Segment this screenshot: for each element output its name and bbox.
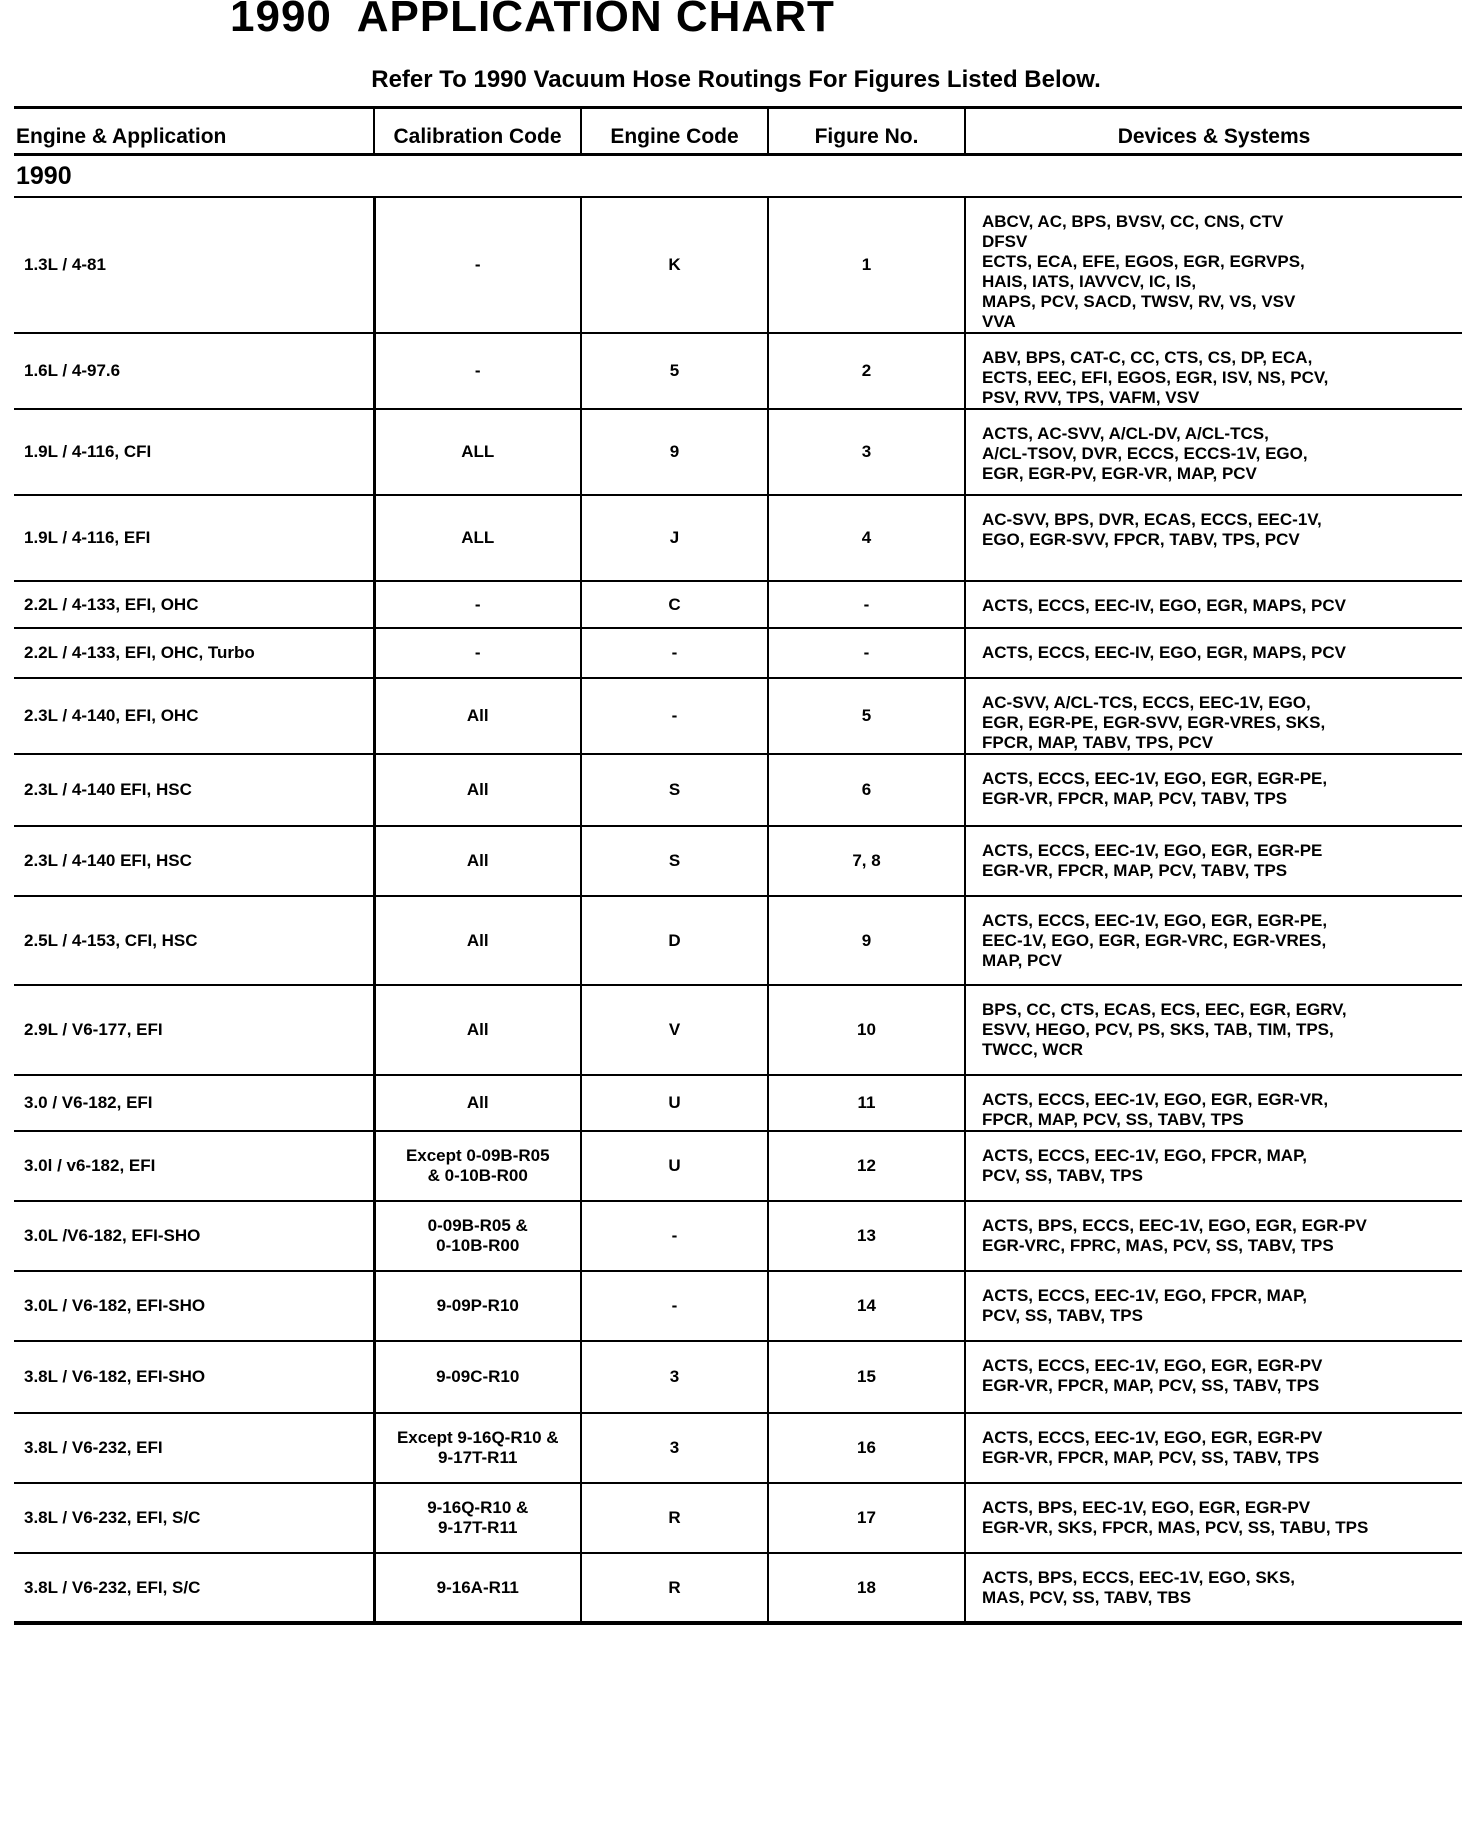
devices-systems-cell: ACTS, BPS, EEC-1V, EGO, EGR, EGR-PV EGR-VR, SKS, FPCR, MAS, PCV, SS, TABU, TPS — [965, 1483, 1462, 1553]
calibration-code-cell: 9-16Q-R10 & 9-17T-R11 — [374, 1483, 581, 1553]
engine-code-cell: R — [581, 1483, 768, 1553]
calibration-code-cell: All — [374, 678, 581, 754]
table-row — [14, 1553, 1462, 1623]
table-row — [14, 333, 1462, 409]
engine-application-cell: 2.3L / 4-140 EFI, HSC — [14, 754, 374, 826]
engine-application-cell: 3.8L / V6-232, EFI, S/C — [14, 1553, 374, 1623]
engine-application-cell: 3.0L /V6-182, EFI-SHO — [14, 1201, 374, 1271]
engine-code-cell: U — [581, 1131, 768, 1201]
devices-systems-cell: ACTS, BPS, ECCS, EEC-1V, EGO, EGR, EGR-PV EGR-VRC, FPRC, MAS, PCV, SS, TABV, TPS — [965, 1201, 1462, 1271]
devices-systems-cell: ABV, BPS, CAT-C, CC, CTS, CS, DP, ECA, ECTS, EEC, EFI, EGOS, EGR, ISV, NS, PCV, PSV, RVV, TPS, VAFM, VSV — [965, 333, 1462, 409]
table-row — [14, 678, 1462, 754]
calibration-code-cell: All — [374, 985, 581, 1075]
devices-systems-cell: ACTS, ECCS, EEC-1V, EGO, EGR, EGR-PE, EEC-1V, EGO, EGR, EGR-VRC, EGR-VRES, MAP, PCV — [965, 896, 1462, 985]
calibration-code-cell: ALL — [374, 409, 581, 495]
table-row — [14, 826, 1462, 896]
devices-systems-cell: ACTS, ECCS, EEC-1V, EGO, FPCR, MAP, PCV, SS, TABV, TPS — [965, 1131, 1462, 1201]
figure-number-cell: 12 — [768, 1131, 965, 1201]
figure-number-cell: 9 — [768, 896, 965, 985]
devices-systems-cell: ACTS, ECCS, EEC-1V, EGO, EGR, EGR-PE, EGR-VR, FPCR, MAP, PCV, TABV, TPS — [965, 754, 1462, 826]
figure-number-cell: 6 — [768, 754, 965, 826]
figure-number-cell: 11 — [768, 1075, 965, 1131]
table-row — [14, 197, 1462, 333]
figure-number-cell: - — [768, 628, 965, 678]
header-row — [14, 108, 1462, 155]
engine-code-cell: 5 — [581, 333, 768, 409]
engine-application-cell: 2.2L / 4-133, EFI, OHC, Turbo — [14, 628, 374, 678]
table-row — [14, 409, 1462, 495]
column-header-devices: Devices & Systems — [965, 108, 1462, 155]
engine-code-cell: K — [581, 197, 768, 333]
devices-systems-cell: AC-SVV, A/CL-TCS, ECCS, EEC-1V, EGO, EGR, EGR-PE, EGR-SVV, EGR-VRES, SKS, FPCR, MAP, TABV, TPS, PCV — [965, 678, 1462, 754]
calibration-code-cell: Except 9-16Q-R10 & 9-17T-R11 — [374, 1413, 581, 1483]
devices-systems-cell: BPS, CC, CTS, ECAS, ECS, EEC, EGR, EGRV, ESVV, HEGO, PCV, PS, SKS, TAB, TIM, TPS, TWCC, WCR — [965, 985, 1462, 1075]
devices-systems-cell: ACTS, AC-SVV, A/CL-DV, A/CL-TCS, A/CL-TSOV, DVR, ECCS, ECCS-1V, EGO, EGR, EGR-PV, EGR-VR, MAP, PCV — [965, 409, 1462, 495]
table-row — [14, 1483, 1462, 1553]
calibration-code-cell: ALL — [374, 495, 581, 581]
table-row — [14, 896, 1462, 985]
engine-application-cell: 3.0L / V6-182, EFI-SHO — [14, 1271, 374, 1341]
devices-systems-cell: ACTS, ECCS, EEC-1V, EGO, EGR, EGR-VR, FPCR, MAP, PCV, SS, TABV, TPS — [965, 1075, 1462, 1131]
engine-application-cell: 1.6L / 4-97.6 — [14, 333, 374, 409]
devices-systems-cell: ACTS, ECCS, EEC-1V, EGO, FPCR, MAP, PCV, SS, TABV, TPS — [965, 1271, 1462, 1341]
engine-code-cell: J — [581, 495, 768, 581]
page-subtitle: Refer To 1990 Vacuum Hose Routings For Figures Listed Below. — [371, 66, 1101, 93]
devices-systems-cell: AC-SVV, BPS, DVR, ECAS, ECCS, EEC-1V, EGO, EGR-SVV, FPCR, TABV, TPS, PCV — [965, 495, 1462, 581]
figure-number-cell: 1 — [768, 197, 965, 333]
figure-number-cell: - — [768, 581, 965, 628]
calibration-code-cell: All — [374, 896, 581, 985]
calibration-code-cell: 9-09C-R10 — [374, 1341, 581, 1413]
figure-number-cell: 5 — [768, 678, 965, 754]
engine-application-cell: 3.0l / v6-182, EFI — [14, 1131, 374, 1201]
engine-application-cell: 2.3L / 4-140, EFI, OHC — [14, 678, 374, 754]
engine-code-cell: R — [581, 1553, 768, 1623]
column-header-engine-code: Engine Code — [581, 108, 768, 155]
engine-code-cell: 9 — [581, 409, 768, 495]
engine-application-cell: 2.9L / V6-177, EFI — [14, 985, 374, 1075]
engine-code-cell: V — [581, 985, 768, 1075]
engine-code-cell: S — [581, 826, 768, 896]
engine-application-cell: 2.3L / 4-140 EFI, HSC — [14, 826, 374, 896]
engine-code-cell: 3 — [581, 1341, 768, 1413]
engine-code-cell: - — [581, 1201, 768, 1271]
table-row — [14, 1201, 1462, 1271]
engine-code-cell: U — [581, 1075, 768, 1131]
engine-code-cell: - — [581, 628, 768, 678]
calibration-code-cell: - — [374, 628, 581, 678]
engine-application-cell: 3.8L / V6-232, EFI — [14, 1413, 374, 1483]
table-row — [14, 1075, 1462, 1131]
figure-number-cell: 4 — [768, 495, 965, 581]
engine-code-cell: - — [581, 1271, 768, 1341]
figure-number-cell: 16 — [768, 1413, 965, 1483]
calibration-code-cell: 0-09B-R05 & 0-10B-R00 — [374, 1201, 581, 1271]
calibration-code-cell: All — [374, 826, 581, 896]
devices-systems-cell: ACTS, ECCS, EEC-1V, EGO, EGR, EGR-PV EGR-VR, FPCR, MAP, PCV, SS, TABV, TPS — [965, 1341, 1462, 1413]
calibration-code-cell: - — [374, 581, 581, 628]
figure-number-cell: 17 — [768, 1483, 965, 1553]
devices-systems-cell: ACTS, ECCS, EEC-IV, EGO, EGR, MAPS, PCV — [965, 581, 1462, 628]
table-row — [14, 985, 1462, 1075]
calibration-code-cell: - — [374, 197, 581, 333]
calibration-code-cell: 9-16A-R11 — [374, 1553, 581, 1623]
engine-code-cell: - — [581, 678, 768, 754]
devices-systems-cell: ACTS, ECCS, EEC-IV, EGO, EGR, MAPS, PCV — [965, 628, 1462, 678]
application-chart-table — [14, 106, 1462, 1625]
table-row — [14, 1341, 1462, 1413]
devices-systems-cell: ABCV, AC, BPS, BVSV, CC, CNS, CTV DFSV ECTS, ECA, EFE, EGOS, EGR, EGRVPS, HAIS, IATS, IAVVCV, IC, IS, MAPS, PCV, SACD, TWSV, RV, VS, VSV VVA — [965, 197, 1462, 333]
table-row — [14, 628, 1462, 678]
calibration-code-cell: All — [374, 1075, 581, 1131]
devices-systems-cell: ACTS, ECCS, EEC-1V, EGO, EGR, EGR-PE EGR-VR, FPCR, MAP, PCV, TABV, TPS — [965, 826, 1462, 896]
calibration-code-cell: - — [374, 333, 581, 409]
column-header-figure: Figure No. — [768, 108, 965, 155]
figure-number-cell: 18 — [768, 1553, 965, 1623]
figure-number-cell: 10 — [768, 985, 965, 1075]
table-row — [14, 581, 1462, 628]
engine-application-cell: 1.3L / 4-81 — [14, 197, 374, 333]
engine-code-cell: C — [581, 581, 768, 628]
table-row — [14, 495, 1462, 581]
engine-code-cell: 3 — [581, 1413, 768, 1483]
figure-number-cell: 13 — [768, 1201, 965, 1271]
page-title: 1990 APPLICATION CHART — [230, 0, 835, 41]
engine-application-cell: 2.2L / 4-133, EFI, OHC — [14, 581, 374, 628]
column-header-calibration: Calibration Code — [374, 108, 581, 155]
calibration-code-cell: Except 0-09B-R05 & 0-10B-R00 — [374, 1131, 581, 1201]
figure-number-cell: 15 — [768, 1341, 965, 1413]
figure-number-cell: 2 — [768, 333, 965, 409]
engine-code-cell: D — [581, 896, 768, 985]
devices-systems-cell: ACTS, BPS, ECCS, EEC-1V, EGO, SKS, MAS, PCV, SS, TABV, TBS — [965, 1553, 1462, 1623]
engine-application-cell: 1.9L / 4-116, CFI — [14, 409, 374, 495]
column-header-engine: Engine & Application — [14, 108, 374, 155]
table-row — [14, 754, 1462, 826]
calibration-code-cell: All — [374, 754, 581, 826]
figure-number-cell: 3 — [768, 409, 965, 495]
figure-number-cell: 14 — [768, 1271, 965, 1341]
table-row — [14, 1271, 1462, 1341]
engine-application-cell: 2.5L / 4-153, CFI, HSC — [14, 896, 374, 985]
devices-systems-cell: ACTS, ECCS, EEC-1V, EGO, EGR, EGR-PV EGR-VR, FPCR, MAP, PCV, SS, TABV, TPS — [965, 1413, 1462, 1483]
table-row — [14, 1413, 1462, 1483]
year-row — [14, 155, 1462, 198]
table-row — [14, 1131, 1462, 1201]
engine-application-cell: 1.9L / 4-116, EFI — [14, 495, 374, 581]
engine-application-cell: 3.8L / V6-182, EFI-SHO — [14, 1341, 374, 1413]
year-label: 1990 — [14, 155, 1462, 198]
engine-application-cell: 3.0 / V6-182, EFI — [14, 1075, 374, 1131]
engine-code-cell: S — [581, 754, 768, 826]
calibration-code-cell: 9-09P-R10 — [374, 1271, 581, 1341]
figure-number-cell: 7, 8 — [768, 826, 965, 896]
engine-application-cell: 3.8L / V6-232, EFI, S/C — [14, 1483, 374, 1553]
